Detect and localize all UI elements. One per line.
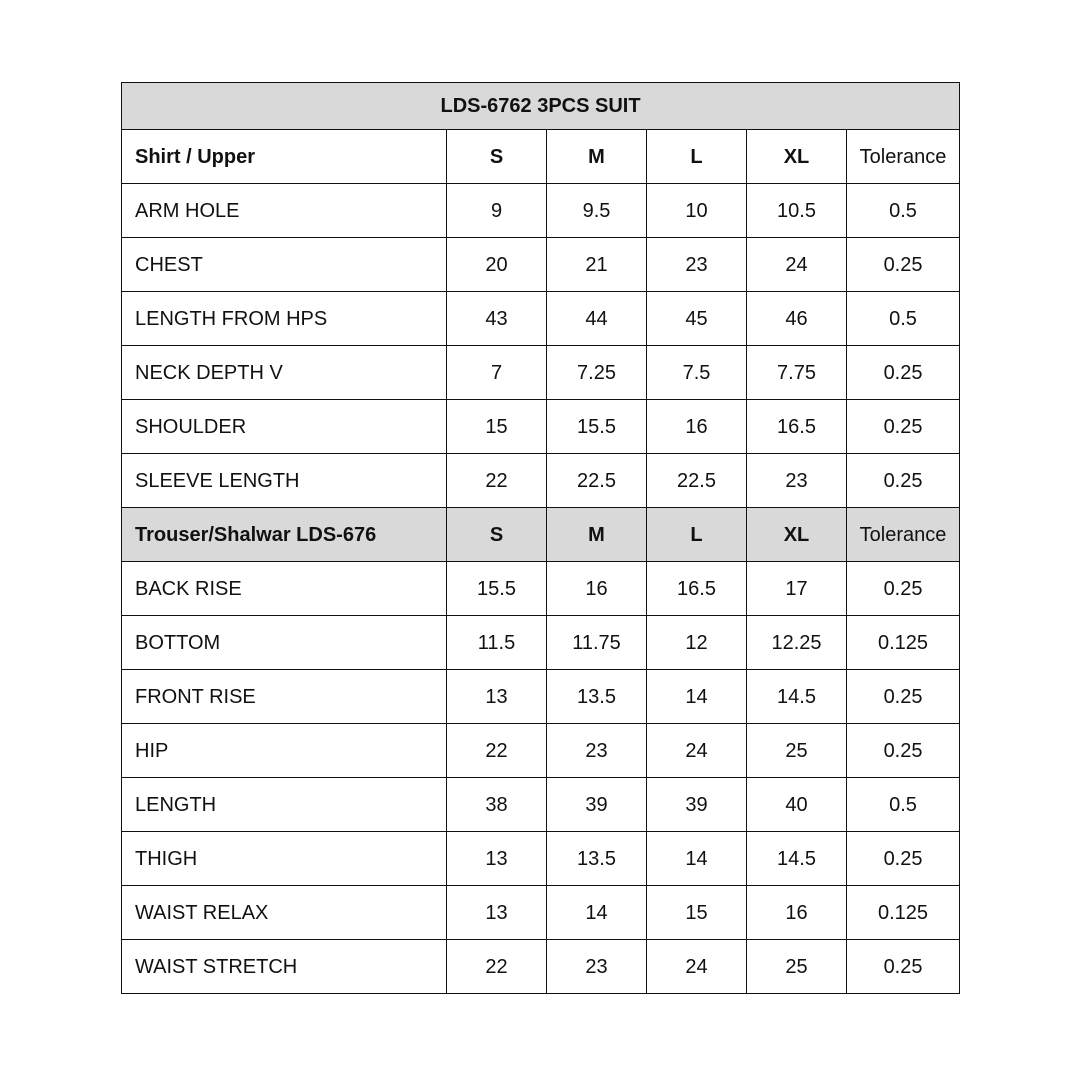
measurement-value: 15 <box>447 400 547 454</box>
measurement-value: 22 <box>447 940 547 994</box>
tolerance-value: 0.25 <box>847 832 960 886</box>
measurement-value: 9.5 <box>547 184 647 238</box>
table-title: LDS-6762 3PCS SUIT <box>122 83 960 130</box>
tolerance-value: 0.25 <box>847 562 960 616</box>
measurement-value: 43 <box>447 292 547 346</box>
measurement-value: 24 <box>647 724 747 778</box>
measurement-value: 15.5 <box>447 562 547 616</box>
measurement-value: 15.5 <box>547 400 647 454</box>
measurement-value: 17 <box>747 562 847 616</box>
size-header-xl: XL <box>747 130 847 184</box>
measurement-value: 23 <box>647 238 747 292</box>
measurement-label: SLEEVE LENGTH <box>122 454 447 508</box>
measurement-label: BACK RISE <box>122 562 447 616</box>
measurement-label: LENGTH <box>122 778 447 832</box>
measurement-value: 14 <box>647 670 747 724</box>
table-row <box>122 562 960 616</box>
table-row <box>122 778 960 832</box>
tolerance-value: 0.25 <box>847 940 960 994</box>
tolerance-value: 0.125 <box>847 886 960 940</box>
tolerance-value: 0.5 <box>847 778 960 832</box>
measurement-label: CHEST <box>122 238 447 292</box>
measurement-label: LENGTH FROM HPS <box>122 292 447 346</box>
measurement-value: 16.5 <box>647 562 747 616</box>
size-chart-table <box>121 82 960 994</box>
measurement-label: ARM HOLE <box>122 184 447 238</box>
measurement-value: 23 <box>547 940 647 994</box>
measurement-value: 39 <box>547 778 647 832</box>
size-header-s: S <box>447 130 547 184</box>
measurement-value: 24 <box>647 940 747 994</box>
table-row <box>122 400 960 454</box>
measurement-label: BOTTOM <box>122 616 447 670</box>
tolerance-value: 0.25 <box>847 724 960 778</box>
table-row <box>122 184 960 238</box>
measurement-value: 21 <box>547 238 647 292</box>
shirt-section-label: Shirt / Upper <box>122 130 447 184</box>
table-row <box>122 670 960 724</box>
measurement-value: 22.5 <box>547 454 647 508</box>
measurement-label: WAIST STRETCH <box>122 940 447 994</box>
table-row <box>122 724 960 778</box>
trouser-header-row <box>122 508 960 562</box>
measurement-label: FRONT RISE <box>122 670 447 724</box>
tolerance-value: 0.5 <box>847 292 960 346</box>
measurement-value: 45 <box>647 292 747 346</box>
measurement-value: 12 <box>647 616 747 670</box>
measurement-value: 7.5 <box>647 346 747 400</box>
measurement-value: 13 <box>447 670 547 724</box>
title-row <box>122 83 960 130</box>
measurement-value: 10.5 <box>747 184 847 238</box>
measurement-value: 25 <box>747 940 847 994</box>
measurement-value: 11.5 <box>447 616 547 670</box>
measurement-value: 20 <box>447 238 547 292</box>
measurement-label: NECK DEPTH V <box>122 346 447 400</box>
size-header-l: L <box>647 508 747 562</box>
tolerance-value: 0.5 <box>847 184 960 238</box>
measurement-value: 10 <box>647 184 747 238</box>
size-header-s: S <box>447 508 547 562</box>
size-header-xl: XL <box>747 508 847 562</box>
measurement-value: 14.5 <box>747 670 847 724</box>
measurement-value: 23 <box>747 454 847 508</box>
measurement-label: WAIST RELAX <box>122 886 447 940</box>
measurement-value: 40 <box>747 778 847 832</box>
measurement-label: THIGH <box>122 832 447 886</box>
measurement-value: 13.5 <box>547 670 647 724</box>
tolerance-value: 0.25 <box>847 454 960 508</box>
table-row <box>122 940 960 994</box>
shirt-header-row <box>122 130 960 184</box>
tolerance-value: 0.125 <box>847 616 960 670</box>
measurement-value: 16 <box>547 562 647 616</box>
measurement-value: 13.5 <box>547 832 647 886</box>
measurement-value: 38 <box>447 778 547 832</box>
tolerance-value: 0.25 <box>847 238 960 292</box>
measurement-label: SHOULDER <box>122 400 447 454</box>
tolerance-header: Tolerance <box>847 508 960 562</box>
table-row <box>122 454 960 508</box>
measurement-value: 39 <box>647 778 747 832</box>
size-header-m: M <box>547 130 647 184</box>
measurement-value: 7.75 <box>747 346 847 400</box>
measurement-value: 24 <box>747 238 847 292</box>
table-row <box>122 832 960 886</box>
measurement-value: 13 <box>447 832 547 886</box>
tolerance-value: 0.25 <box>847 346 960 400</box>
measurement-value: 14.5 <box>747 832 847 886</box>
measurement-value: 12.25 <box>747 616 847 670</box>
measurement-value: 7 <box>447 346 547 400</box>
measurement-value: 22 <box>447 724 547 778</box>
table-row <box>122 292 960 346</box>
measurement-value: 14 <box>647 832 747 886</box>
tolerance-value: 0.25 <box>847 400 960 454</box>
measurement-value: 11.75 <box>547 616 647 670</box>
trouser-section-label: Trouser/Shalwar LDS-676 <box>122 508 447 562</box>
table-row <box>122 238 960 292</box>
tolerance-header: Tolerance <box>847 130 960 184</box>
measurement-value: 16 <box>747 886 847 940</box>
size-header-m: M <box>547 508 647 562</box>
table-row <box>122 616 960 670</box>
measurement-value: 13 <box>447 886 547 940</box>
measurement-label: HIP <box>122 724 447 778</box>
measurement-value: 22.5 <box>647 454 747 508</box>
measurement-value: 16 <box>647 400 747 454</box>
size-header-l: L <box>647 130 747 184</box>
measurement-value: 46 <box>747 292 847 346</box>
measurement-value: 15 <box>647 886 747 940</box>
table-row <box>122 346 960 400</box>
table-row <box>122 886 960 940</box>
measurement-value: 9 <box>447 184 547 238</box>
measurement-value: 22 <box>447 454 547 508</box>
measurement-value: 44 <box>547 292 647 346</box>
measurement-value: 7.25 <box>547 346 647 400</box>
measurement-value: 14 <box>547 886 647 940</box>
measurement-value: 23 <box>547 724 647 778</box>
measurement-value: 25 <box>747 724 847 778</box>
tolerance-value: 0.25 <box>847 670 960 724</box>
measurement-value: 16.5 <box>747 400 847 454</box>
